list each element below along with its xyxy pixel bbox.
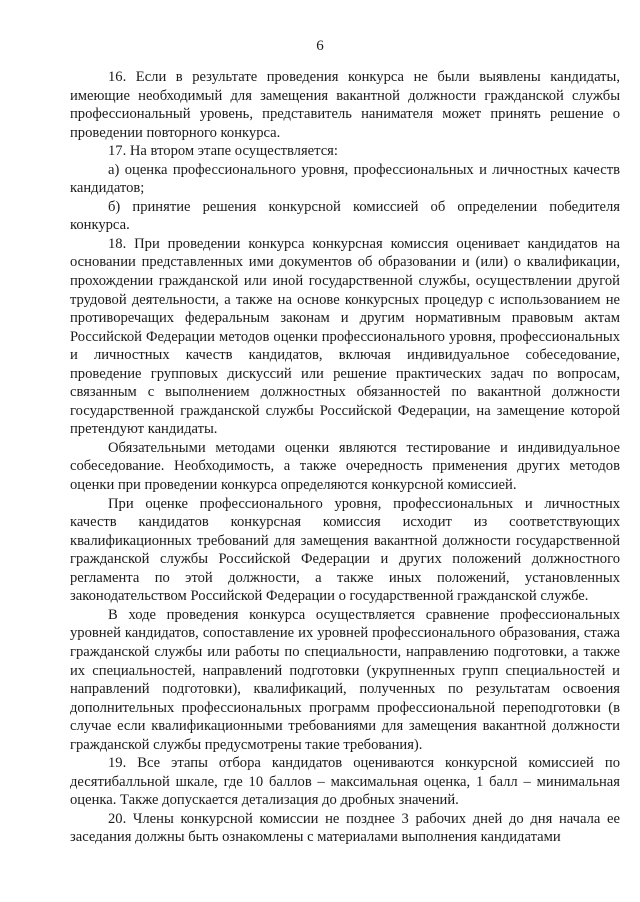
- paragraph-18: 18. При проведении конкурса конкурсная комиссия оценивает кандидатов на основании представленных ими документов об образовании и (или) о квалификации, прохождении гражданской или иной государственной службы, осуществлении другой трудовой деятельности, а также на основе конкурсных процедур с использованием не противоречащих федеральным законам и другим нормативным правовым актам Российской Федерации методов оценки профессионального уровня, профессиональных и личностных качеств кандидатов, включая индивидуальное собеседование, проведение групповых дискуссий или решение практических задач по вопросам, связанным с выполнением должностных обязанностей по вакантной должности государственной гражданской службы Российской Федерации, на замещение которой претендуют кандидаты.: [70, 235, 620, 438]
- paragraph-19: 19. Все этапы отбора кандидатов оцениваются конкурсной комиссией по десятибалльной шкале, где 10 баллов – максимальная оценка, 1 балл – минимальная оценка. Также допускается детализация до дробных значений.: [70, 755, 620, 809]
- paragraph-17: 17. На втором этапе осуществляется:: [108, 143, 338, 160]
- paragraph-17-item-a: а) оценка профессионального уровня, профессиональных и личностных качеств кандидатов;: [70, 161, 620, 197]
- document-body: [70, 68, 620, 847]
- paragraph-20: 20. Члены конкурсной комиссии не позднее 3 рабочих дней до дня начала ее заседания должны быть ознакомлены с материалами выполнения кандидатами: [70, 810, 620, 846]
- paragraph-18-mandatory-methods: Обязательными методами оценки являются тестирование и индивидуальное собеседование. Необходимость, а также очередность применения других методов оценки при проведении конкурса определяются конкурсной комиссией.: [70, 439, 620, 494]
- paragraph-18-comparison: В ходе проведения конкурса осуществляется сравнение профессиональных уровней кандидатов, сопоставление их уровней профессионального образования, стажа гражданской службы или работы по специальности, направлению подготовки, а также их специальностей, направлений подготовки (укрупненных групп специальностей и направлений подготовки), квалификаций, полученных по результатам освоения дополнительных профессиональных программ профессиональной переподготовки (в случае если квалификационными требованиями для замещения вакантной должности гражданской службы предусмотрены такие требования).: [70, 606, 620, 753]
- paragraph-17-item-b: б) принятие решения конкурсной комиссией об определении победителя конкурса.: [70, 198, 620, 234]
- paragraph-16: 16. Если в результате проведения конкурса не были выявлены кандидаты, имеющие необходимый для замещения вакантной должности гражданской службы профессиональный уровень, представитель нанимателя может принять решение о проведении повторного конкурса.: [70, 69, 620, 141]
- paragraph-18-evaluation-basis: При оценке профессионального уровня, профессиональных и личностных качеств кандидатов конкурсная комиссия исходит из соответствующих квалификационных требований для замещения вакантной должности государственной гражданской службы Российской Федерации и других положений должностного регламента по этой должности, а также иных положений, установленных законодательством Российской Федерации о государственной гражданской службе.: [70, 495, 620, 605]
- page-number: 6: [316, 38, 324, 54]
